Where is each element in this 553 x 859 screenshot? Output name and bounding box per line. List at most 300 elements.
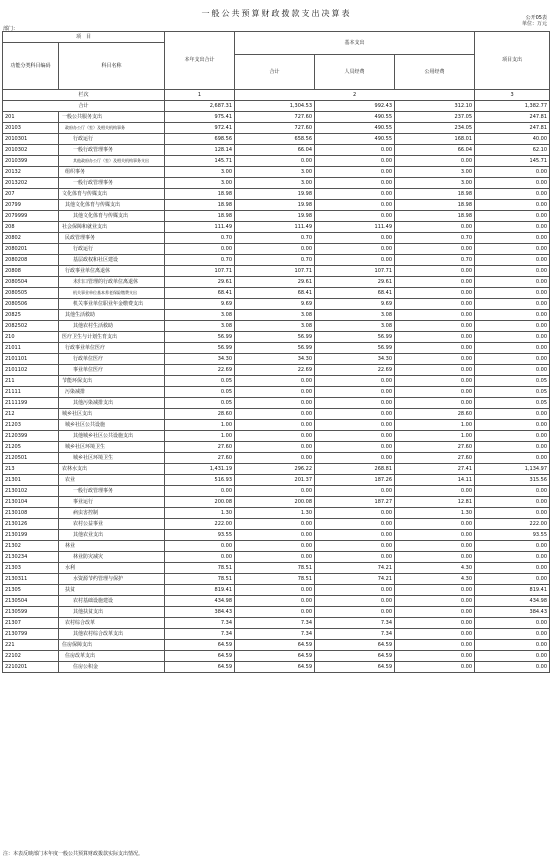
row-subject-name: 城乡社区支出 [59,409,165,420]
row-subject-name: 林业 [59,541,165,552]
row-value: 0.00 [395,596,475,607]
row-value: 18.98 [165,200,235,211]
table-row [3,222,550,233]
row-code: 2130504 [3,596,59,607]
row-code: 2010301 [3,134,59,145]
row-value: 64.59 [165,651,235,662]
row-value: 0.00 [475,233,550,244]
table-row [3,112,550,123]
row-value: 0.00 [475,321,550,332]
form-number [522,15,547,27]
row-value: 0.00 [475,266,550,277]
table-row [3,321,550,332]
row-value: 27.60 [165,442,235,453]
row-value: 0.00 [315,541,395,552]
row-value: 975.41 [165,112,235,123]
row-value: 0.00 [235,607,315,618]
row-value: 64.59 [165,640,235,651]
row-value: 7.34 [165,629,235,640]
row-value: 0.00 [475,453,550,464]
row-code: 20825 [3,310,59,321]
row-subject-name: 扶贫 [59,585,165,596]
row-value: 145.71 [165,156,235,167]
table-row [3,409,550,420]
row-code: 20802 [3,233,59,244]
row-value: 0.00 [475,255,550,266]
row-code: 2120501 [3,453,59,464]
row-value: 0.00 [315,200,395,211]
row-value: 0.00 [395,222,475,233]
row-value: 0.00 [165,541,235,552]
row-value: 27.60 [395,453,475,464]
table-row [3,145,550,156]
row-code: 2130234 [3,552,59,563]
row-value: 0.70 [235,233,315,244]
row-subject-name: 医疗卫生与计划生育支出 [59,332,165,343]
row-value: 0.70 [165,233,235,244]
row-value: 28.60 [395,409,475,420]
row-value: 0.00 [395,618,475,629]
row-subject-name: 机关事业单位职业年金缴费支出 [59,299,165,310]
table-row [3,530,550,541]
row-value: 0.00 [475,288,550,299]
row-value: 0.00 [475,409,550,420]
total-value: 2,687.31 [165,101,235,112]
table-row [3,618,550,629]
row-value: 3.00 [395,178,475,189]
row-value: 0.00 [395,376,475,387]
footnote: 注：本表反映部门本年度一般公共预算财政拨款实际支出情况。 [3,851,144,857]
table-row [3,574,550,585]
row-value: 29.61 [165,277,235,288]
row-subject-name: 一般行政管理事务 [59,486,165,497]
row-value: 111.49 [315,222,395,233]
row-value: 0.00 [475,299,550,310]
header-func-code: 功能分类科目编码 [3,43,59,90]
row-value: 4.30 [395,563,475,574]
table-row [3,244,550,255]
row-code: 2080505 [3,288,59,299]
table-row [3,629,550,640]
row-value: 0.00 [395,343,475,354]
row-code: 20808 [3,266,59,277]
row-value: 0.00 [315,552,395,563]
row-subject-name: 社会保障和就业支出 [59,222,165,233]
row-value: 0.05 [475,387,550,398]
row-value: 384.43 [475,607,550,618]
row-value: 0.00 [235,486,315,497]
row-subject-name: 其他文化体育与传媒支出 [59,200,165,211]
row-code: 2080208 [3,255,59,266]
row-value: 3.00 [235,178,315,189]
table-row [3,464,550,475]
row-subject-name: 污染减排 [59,387,165,398]
row-value: 0.00 [395,288,475,299]
row-value: 247.81 [475,112,550,123]
row-subject-name: 其他城乡社区公共设施支出 [59,431,165,442]
row-code: 221 [3,640,59,651]
row-code: 212 [3,409,59,420]
row-code: 2101101 [3,354,59,365]
row-value: 0.00 [235,387,315,398]
row-subject-name: 其他文化体育与传媒支出 [59,211,165,222]
row-value: 0.00 [235,156,315,167]
row-code: 2080201 [3,244,59,255]
row-value: 0.70 [395,255,475,266]
row-value: 247.81 [475,123,550,134]
row-value: 0.70 [165,255,235,266]
row-value: 434.98 [475,596,550,607]
row-value: 111.49 [235,222,315,233]
row-subject-name: 其他生活救助 [59,310,165,321]
row-value: 40.00 [475,134,550,145]
row-code: 2210201 [3,662,59,673]
row-value: 78.51 [165,563,235,574]
row-value: 56.99 [315,332,395,343]
header-public: 公用经费 [395,55,475,90]
row-value: 19.98 [235,189,315,200]
row-value: 3.08 [315,310,395,321]
row-subject-name: 城乡社区公共设施 [59,420,165,431]
row-value: 74.21 [315,563,395,574]
row-value: 78.51 [235,563,315,574]
row-value: 0.00 [475,541,550,552]
row-value: 93.55 [165,530,235,541]
row-value: 56.99 [235,343,315,354]
table-row [3,255,550,266]
row-value: 68.41 [315,288,395,299]
table-row [3,596,550,607]
row-code: 2130199 [3,530,59,541]
row-value: 698.56 [165,134,235,145]
row-value: 93.55 [475,530,550,541]
row-value: 0.00 [315,453,395,464]
row-value: 0.00 [395,310,475,321]
row-value: 0.00 [475,420,550,431]
row-value: 0.00 [235,541,315,552]
table-row [3,563,550,574]
row-value: 0.00 [475,497,550,508]
row-value: 68.41 [165,288,235,299]
row-value: 0.00 [475,178,550,189]
table-row [3,299,550,310]
row-subject-name: 水资源节约管理与保护 [59,574,165,585]
row-value: 0.00 [395,299,475,310]
row-code: 2130599 [3,607,59,618]
row-value: 0.00 [315,607,395,618]
table-row [3,156,550,167]
row-value: 658.56 [235,134,315,145]
table-row [3,167,550,178]
row-value: 0.05 [165,398,235,409]
row-value: 62.10 [475,145,550,156]
row-value: 107.71 [165,266,235,277]
row-subject-name: 水利 [59,563,165,574]
row-subject-name: 住房保障支出 [59,640,165,651]
row-value: 0.00 [315,145,395,156]
row-value: 0.00 [475,651,550,662]
row-value: 64.59 [235,651,315,662]
row-value: 0.05 [475,376,550,387]
row-value: 490.55 [315,123,395,134]
row-subject-name: 其他污染减排支出 [59,398,165,409]
table-row [3,134,550,145]
row-value: 78.51 [165,574,235,585]
row-value: 0.00 [315,420,395,431]
row-value: 128.14 [165,145,235,156]
row-value: 222.00 [165,519,235,530]
row-value: 66.04 [235,145,315,156]
row-value: 0.00 [315,508,395,519]
row-value: 201.37 [235,475,315,486]
row-value: 0.00 [235,552,315,563]
row-value: 0.00 [475,574,550,585]
row-subject-name: 城乡社区环境卫生 [59,442,165,453]
row-value: 0.00 [395,585,475,596]
row-value: 12.81 [395,497,475,508]
row-code: 2010399 [3,156,59,167]
row-value: 9.69 [165,299,235,310]
row-value: 18.98 [165,189,235,200]
table-row [3,354,550,365]
table-row [3,453,550,464]
row-value: 19.98 [235,200,315,211]
row-subject-name: 其他农业支出 [59,530,165,541]
row-value: 0.00 [235,244,315,255]
row-code: 21301 [3,475,59,486]
row-code: 2130126 [3,519,59,530]
row-value: 0.05 [165,387,235,398]
row-value: 7.34 [235,629,315,640]
row-value: 3.08 [235,321,315,332]
table-row [3,662,550,673]
total-row [3,101,550,112]
row-value: 0.00 [395,651,475,662]
table-row [3,189,550,200]
row-code: 2010302 [3,145,59,156]
row-subject-name: 未归口管理的行政单位离退休 [59,277,165,288]
row-value: 0.00 [395,662,475,673]
row-subject-name: 其他农村生活救助 [59,321,165,332]
row-value: 0.00 [475,662,550,673]
row-value: 0.00 [395,607,475,618]
row-value: 18.98 [395,200,475,211]
row-subject-name: 病虫害控制 [59,508,165,519]
row-value: 0.00 [235,398,315,409]
table-row [3,332,550,343]
row-value: 29.61 [315,277,395,288]
row-value: 0.00 [315,233,395,244]
row-value: 0.00 [475,332,550,343]
row-value: 3.08 [235,310,315,321]
row-subject-name: 行政运行 [59,134,165,145]
row-value: 268.81 [315,464,395,475]
table-row [3,200,550,211]
header-col-num-1: 1 [165,90,235,101]
row-value: 0.00 [395,629,475,640]
table-row [3,277,550,288]
row-value: 0.00 [395,156,475,167]
form-number-label: 公开05表 [525,15,547,21]
row-value: 0.00 [475,343,550,354]
row-code: 21303 [3,563,59,574]
row-value: 0.00 [235,376,315,387]
row-value: 56.99 [315,343,395,354]
header-project-exp: 项目支出 [475,32,550,90]
row-value: 0.00 [235,596,315,607]
unit-label: 单位：万元 [521,21,547,27]
row-value: 56.99 [165,343,235,354]
row-value: 0.00 [475,365,550,376]
row-value: 490.55 [315,112,395,123]
page-title: 一般公共预算财政拨款支出决算表 [201,9,352,18]
row-value: 3.08 [315,321,395,332]
table-row [3,552,550,563]
table-row [3,585,550,596]
row-code: 210 [3,332,59,343]
row-value: 34.30 [235,354,315,365]
row-value: 0.00 [315,519,395,530]
row-value: 1.00 [165,420,235,431]
row-value: 0.70 [235,255,315,266]
row-value: 9.69 [235,299,315,310]
row-value: 384.43 [165,607,235,618]
row-value: 727.60 [235,112,315,123]
row-value: 0.00 [475,167,550,178]
row-value: 0.00 [315,244,395,255]
row-value: 7.34 [315,618,395,629]
row-value: 0.00 [475,486,550,497]
table-row [3,233,550,244]
row-value: 0.00 [395,519,475,530]
row-value: 0.00 [395,541,475,552]
row-value: 0.00 [235,420,315,431]
row-value: 7.34 [235,618,315,629]
expenditure-table [2,31,550,673]
row-value: 0.00 [475,431,550,442]
row-value: 0.00 [235,530,315,541]
row-value: 27.60 [395,442,475,453]
header-total-exp: 本年支出合计 [165,32,235,90]
row-value: 0.00 [315,255,395,266]
row-value: 34.30 [165,354,235,365]
row-subject-name: 一般公共服务支出 [59,112,165,123]
row-value: 0.00 [235,442,315,453]
row-subject-name: 事业运行 [59,497,165,508]
row-code: 2082502 [3,321,59,332]
row-value: 0.00 [315,596,395,607]
row-code: 22102 [3,651,59,662]
row-subject-name: 城乡社区环境卫生 [59,453,165,464]
row-value: 0.00 [395,486,475,497]
row-code: 211 [3,376,59,387]
header-col-num-2: 2 [235,90,475,101]
table-row [3,266,550,277]
row-value: 0.00 [475,563,550,574]
row-value: 0.00 [475,442,550,453]
row-value: 0.00 [395,266,475,277]
row-value: 0.00 [475,244,550,255]
row-value: 0.00 [315,211,395,222]
row-subject-name: 其他政府办公厅（室）及相关机构事务支出 [59,156,165,167]
row-value: 0.00 [315,398,395,409]
row-subject-name: 农村公益事业 [59,519,165,530]
header-item: 项 目 [3,32,165,43]
row-code: 207 [3,189,59,200]
table-row [3,211,550,222]
row-code: 201 [3,112,59,123]
row-value: 7.34 [165,618,235,629]
row-value: 1,431.19 [165,464,235,475]
row-value: 0.00 [315,156,395,167]
row-value: 490.55 [315,134,395,145]
row-value: 972.41 [165,123,235,134]
header-subject-name: 科目名称 [59,43,165,90]
row-code: 2120399 [3,431,59,442]
row-value: 1.30 [235,508,315,519]
row-value: 0.00 [475,508,550,519]
row-value: 3.08 [165,310,235,321]
row-value: 0.00 [235,409,315,420]
row-value: 434.98 [165,596,235,607]
row-value: 0.00 [395,332,475,343]
row-value: 187.27 [315,497,395,508]
row-value: 3.08 [165,321,235,332]
row-code: 2130104 [3,497,59,508]
row-value: 0.00 [395,640,475,651]
row-subject-name: 文化体育与传媒支出 [59,189,165,200]
table-row [3,387,550,398]
row-value: 516.93 [165,475,235,486]
total-label: 合计 [3,101,165,112]
row-value: 64.59 [315,640,395,651]
row-value: 0.00 [315,189,395,200]
row-value: 200.08 [165,497,235,508]
row-code: 2130108 [3,508,59,519]
row-value: 234.05 [395,123,475,134]
row-code: 21205 [3,442,59,453]
row-code: 21305 [3,585,59,596]
row-value: 56.99 [165,332,235,343]
row-value: 0.00 [315,387,395,398]
row-code: 2013202 [3,178,59,189]
table-row [3,640,550,651]
row-subject-name: 行政事业单位离退休 [59,266,165,277]
row-subject-name: 其他农村综合改革支出 [59,629,165,640]
row-subject-name: 一般行政管理事务 [59,178,165,189]
row-value: 0.00 [475,189,550,200]
row-value: 0.00 [315,376,395,387]
row-subject-name: 住房改革支出 [59,651,165,662]
row-value: 1.00 [165,431,235,442]
row-value: 18.98 [165,211,235,222]
row-value: 0.00 [315,486,395,497]
row-value: 107.71 [315,266,395,277]
row-value: 0.00 [475,618,550,629]
row-value: 7.34 [315,629,395,640]
row-value: 0.00 [475,277,550,288]
row-value: 0.00 [475,200,550,211]
table-row [3,431,550,442]
row-value: 0.05 [165,376,235,387]
row-value: 0.00 [395,530,475,541]
row-value: 237.05 [395,112,475,123]
row-value: 64.59 [315,651,395,662]
row-value: 0.00 [475,552,550,563]
row-value: 0.00 [395,244,475,255]
row-value: 187.26 [315,475,395,486]
row-value: 0.00 [235,453,315,464]
